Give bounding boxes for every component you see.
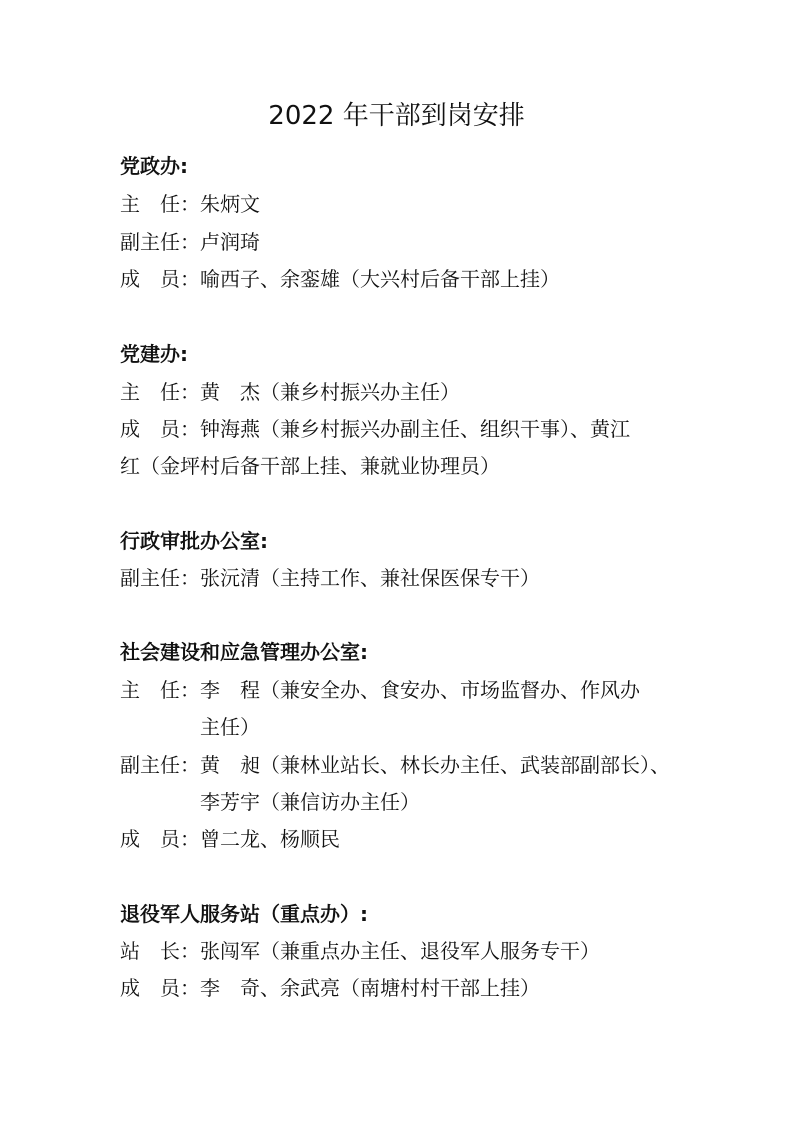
section-heading-shehuijianshe: 社会建设和应急管理办公室: [120,640,368,664]
text-line: 成 员：钟海燕（兼乡村振兴办副主任、组织干事）、黄江 [120,417,630,441]
text-line-continued: 李芳宇（兼信访办主任） [200,790,420,814]
text-line: 成 员：喻西子、余銮雄（大兴村后备干部上挂） [120,267,560,291]
section-heading-dangjianban: 党建办: [120,342,188,366]
text-line: 副主任：张沅清（主持工作、兼社保医保专干） [120,566,540,590]
text-line: 站 长：张闯军（兼重点办主任、退役军人服务专干） [120,939,600,963]
text-line: 副主任：黄 昶（兼林业站长、林长办主任、武装部副部长）、 [120,753,670,777]
section-heading-xingzhengshenpi: 行政审批办公室: [120,529,268,553]
section-heading-dangzhengban: 党政办: [120,154,188,178]
document-title: 2022 年干部到岗安排 [268,101,525,131]
text-line: 成 员：曾二龙、杨顺民 [120,827,340,851]
text-line-continued: 主任） [200,715,260,739]
text-line: 副主任：卢润琦 [120,230,260,254]
text-line: 成 员：李 奇、余武亮（南塘村村干部上挂） [120,976,540,1000]
text-line: 主 任：李 程（兼安全办、食安办、市场监督办、作风办 [120,678,640,702]
section-heading-tuiyijunren: 退役军人服务站（重点办）: [120,902,368,926]
text-line: 红（金坪村后备干部上挂、兼就业协理员） [120,454,500,478]
text-line: 主 任：朱炳文 [120,192,260,216]
text-line: 主 任：黄 杰（兼乡村振兴办主任） [120,380,460,404]
